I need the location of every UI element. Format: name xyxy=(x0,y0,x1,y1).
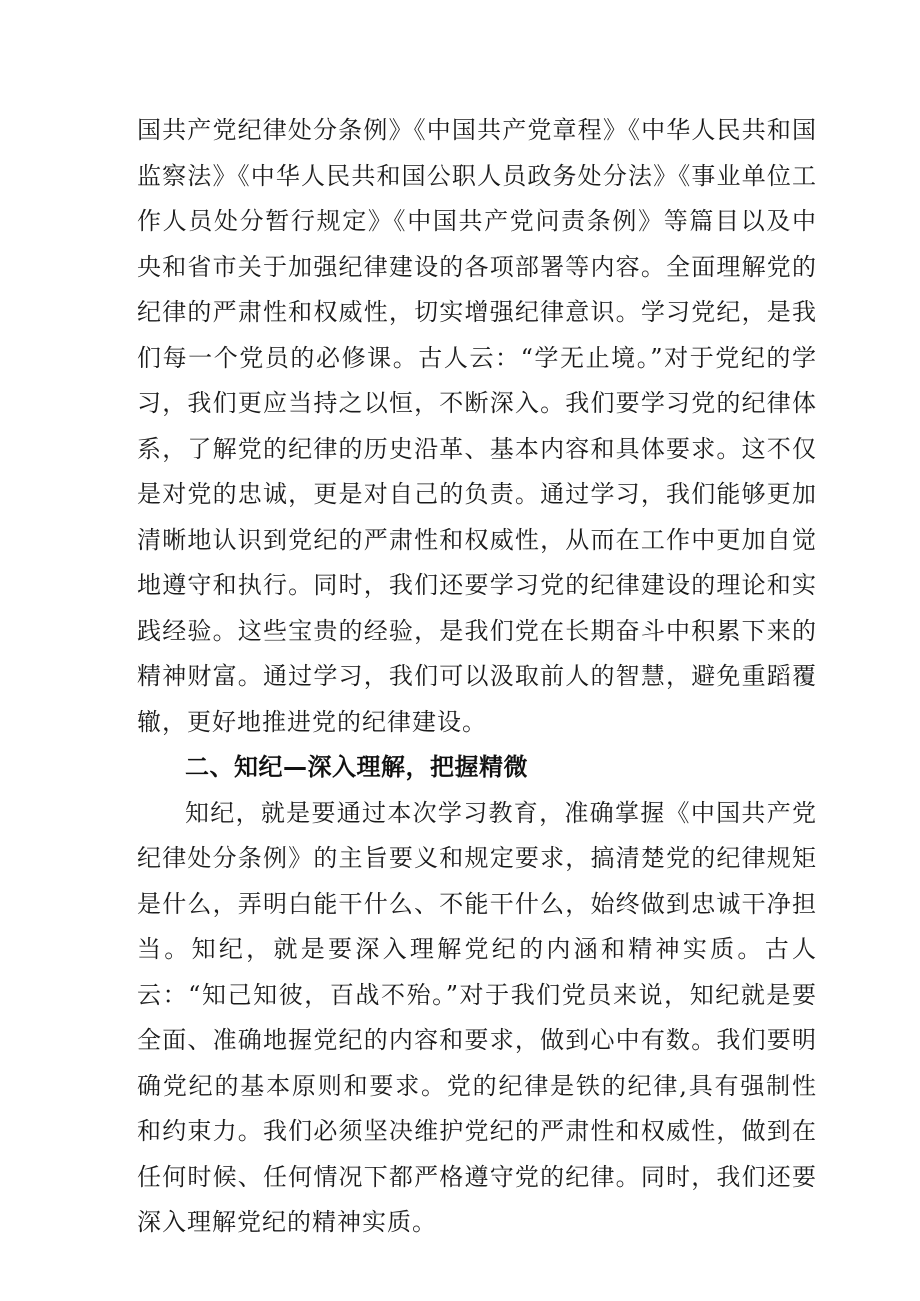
document-body xyxy=(137,108,817,1246)
section-heading: 二、知纪—深入理解，把握精微 xyxy=(185,753,528,781)
body-paragraph: 知纪，就是要通过本次学习教育，准确掌握《中国共产党纪律处分条例》的主旨要义和规定要求，搞清楚党的纪律规矩是什么，弄明白能干什么、不能干什么，始终做到忠诚干净担当。知纪，就是要深入理解党纪的内涵和精神实质。古人云：“知己知彼，百战不殆。”对于我们党员来说，知纪就是要全面、准确地握党纪的内容和要求，做到心中有数。我们要明确党纪的基本原则和要求。党的纪律是铁的纪律,具有强制性和约束力。我们必须坚决维护党纪的严肃性和权威性，做到在任何时候、任何情况下都严格遵守党的纪律。同时，我们还要深入理解党纪的精神实质。 xyxy=(137,798,817,1236)
body-paragraph: 国共产党纪律处分条例》《中国共产党章程》《中华人民共和国监察法》《中华人民共和国公职人员政务处分法》《事业单位工作人员处分暂行规定》《中国共产党问责条例》等篇目以及中央和省市关于加强纪律建设的各项部署等内容。全面理解党的纪律的严肃性和权威性，切实增强纪律意识。学习党纪，是我们每一个党员的必修课。古人云：“学无止境。”对于党纪的学习，我们更应当持之以恒，不断深入。我们要学习党的纪律体系，了解党的纪律的历史沿革、基本内容和具体要求。这不仅是对党的忠诚，更是对自己的负责。通过学习，我们能够更加清晰地认识到党纪的严肃性和权威性，从而在工作中更加自觉地遵守和执行。同时，我们还要学习党的纪律建设的理论和实践经验。这些宝贵的经验，是我们党在长期奋斗中积累下来的精神财富。通过学习，我们可以汲取前人的智慧，避免重蹈覆辙，更好地推进党的纪律建设。 xyxy=(137,116,817,736)
